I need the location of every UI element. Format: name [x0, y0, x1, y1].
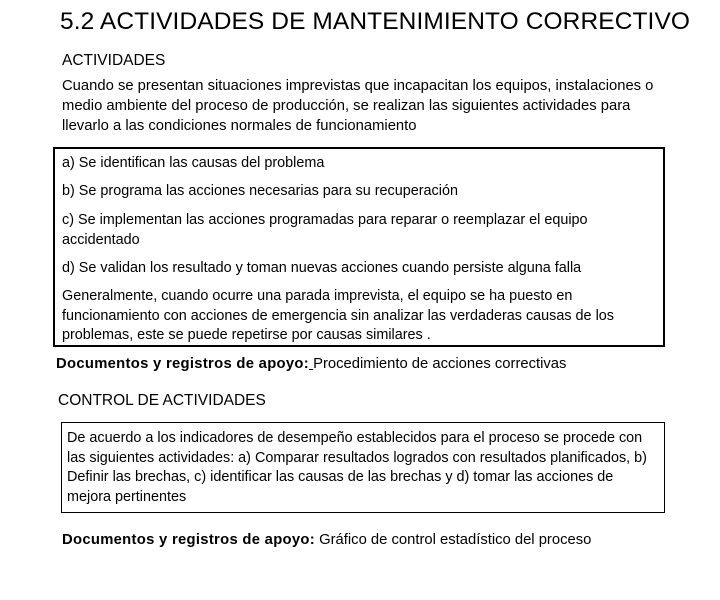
step-c: c) Se implementan las acciones programadas para reparar o reemplazar el equipo accidentado — [62, 212, 588, 248]
activities-box — [53, 147, 665, 347]
general-note: Generalmente, cuando ocurre una parada imprevista, el equipo se ha puesto en funcionamiento con acciones de emergencia sin analizar las verdaderas causas de los problemas, este se puede repetirse por causas similares . — [62, 288, 614, 343]
support-docs-value: Procedimiento de acciones correctivas — [313, 356, 567, 372]
support-docs-2 — [62, 532, 591, 548]
support-docs-value: Gráfico de control estadístico del proceso — [319, 532, 592, 548]
support-docs-1 — [56, 356, 566, 372]
support-docs-label: Documentos y registros de apoyo: — [56, 356, 309, 372]
intro-paragraph: Cuando se presentan situaciones imprevistas que incapacitan los equipos, instalaciones o medio ambiente del proceso de producción, se realizan las siguientes actividades para llevarlo a las condiciones normales de funcionamiento — [62, 78, 654, 134]
section-heading-actividades: ACTIVIDADES — [62, 52, 166, 69]
page-title: 5.2 ACTIVIDADES DE MANTENIMIENTO CORRECTIVO — [60, 8, 691, 35]
step-a: a) Se identifican las causas del problema — [62, 155, 325, 171]
section-heading-control: CONTROL DE ACTIVIDADES — [58, 392, 266, 409]
control-box — [61, 422, 665, 513]
step-d: d) Se validan los resultado y toman nuevas acciones cuando persiste alguna falla — [62, 260, 582, 276]
support-docs-label: Documentos y registros de apoyo: — [62, 532, 315, 548]
step-b: b) Se programa las acciones necesarias para su recuperación — [62, 183, 458, 199]
control-text: De acuerdo a los indicadores de desempeño establecidos para el proceso se procede con las siguientes actividades: a) Comparar resultados logrados con resultados planificados, b) Definir las brechas, c) identificar las causas de las brechas y d) tomar las acciones de mejora pertinentes — [67, 430, 647, 505]
